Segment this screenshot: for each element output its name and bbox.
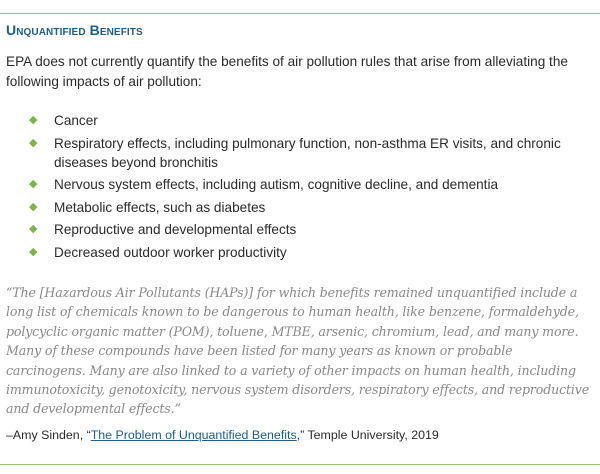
- source-link[interactable]: The Problem of Unquantified Benefits: [90, 428, 297, 442]
- citation: [6, 426, 439, 444]
- list-item-text: Metabolic effects, such as diabetes: [54, 199, 266, 215]
- citation-prefix: –Amy Sinden, “: [6, 428, 91, 442]
- list-item: [0, 134, 594, 172]
- list-item-text: Decreased outdoor worker productivity: [54, 244, 287, 260]
- list-item: [0, 220, 594, 239]
- list-item: [0, 243, 594, 262]
- citation-suffix: ,” Temple University, 2019: [296, 428, 439, 442]
- list-item: [0, 175, 594, 194]
- section-heading: Unquantified Benefits: [6, 22, 143, 38]
- bullet-icon: ◆: [29, 245, 38, 258]
- list-item-text: Respiratory effects, including pulmonary function, non-asthma ER visits, and chronic diseases beyond bronchitis: [54, 135, 561, 170]
- list-item-text: Cancer: [54, 113, 98, 128]
- impact-list: [0, 111, 600, 265]
- bullet-icon: ◆: [29, 114, 38, 126]
- list-item-text: Reproductive and developmental effects: [54, 222, 297, 237]
- bullet-icon: ◆: [29, 223, 38, 235]
- list-item: [0, 198, 594, 217]
- intro-paragraph: EPA does not currently quantify the benefits of air pollution rules that arise from alleviating the following impacts of air pollution:: [6, 54, 568, 89]
- bullet-icon: ◆: [29, 200, 38, 213]
- list-item: [0, 111, 594, 130]
- list-item-text: Nervous system effects, including autism, cognitive decline, and dementia: [54, 177, 499, 192]
- bullet-icon: ◆: [29, 178, 38, 190]
- quote-text: “The [Hazardous Air Pollutants (HAPs)] for which benefits remained unquantified include a long list of chemicals known to be dangerous to human health, like benzene, formaldehyde, polycyclic organic matter (POM), toluene, MTBE, arsenic, chromium, lead, and many more. Many of these compounds have been listed for many years as known or probable carcinogens. Many are also linked to a variety of other impacts on human health, including immunotoxicity, genotoxicity, nervous system disorders, respiratory effects, and reproductive and developmental effects.”: [6, 285, 590, 417]
- bullet-icon: ◆: [29, 136, 38, 149]
